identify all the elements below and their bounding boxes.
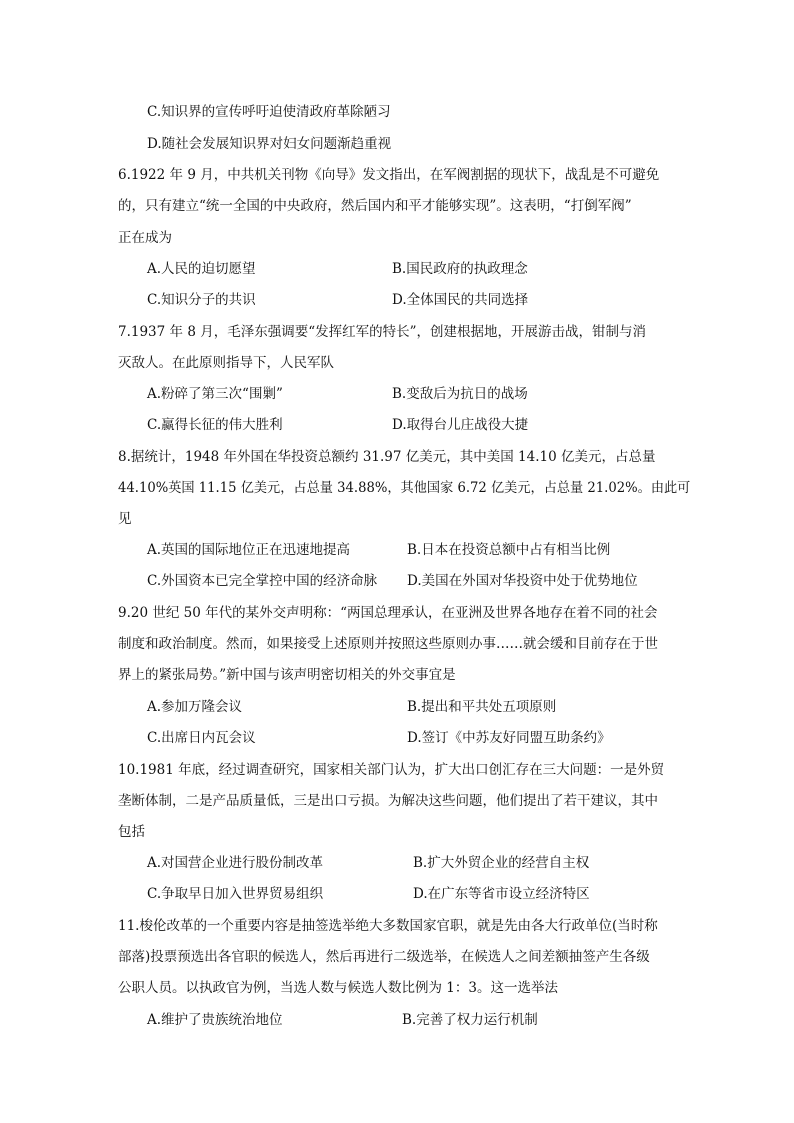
q9-option-d: D.签订《中苏友好同盟互助条约》 (407, 730, 611, 746)
q11-stem-line-1: 11.梭伦改革的一个重要内容是抽签选举绝大多数国家官职，就是先由各大行政单位(当时称 (118, 918, 658, 934)
q9-option-b: B.提出和平共处五项原则 (407, 699, 557, 715)
q9-stem-line-1: 9.20 世纪 50 年代的某外交声明称：“两国总理承认，在亚洲及世界各地存在着不同的社会 (118, 605, 658, 621)
q7-option-c: C.赢得长征的伟大胜利 (147, 417, 283, 433)
q6-stem-line-3: 正在成为 (118, 230, 172, 246)
q5-option-c: C.知识界的宣传呼吁迫使清政府革除陋习 (147, 104, 391, 120)
q7-stem-line-1: 7.1937 年 8 月，毛泽东强调要“发挥红军的特长”，创建根据地，开展游击战，钳制与消 (118, 324, 647, 340)
q9-stem-line-2: 制度和政治制度。然而，如果接受上述原则并按照这些原则办事……就会缓和目前存在于世 (118, 636, 658, 652)
q9-stem-line-3: 界上的紧张局势。”新中国与该声明密切相关的外交事宜是 (118, 667, 456, 683)
q5-option-d: D.随社会发展知识界对妇女问题渐趋重视 (147, 136, 392, 152)
q11-option-a: A.维护了贵族统治地位 (147, 1012, 283, 1028)
q8-stem-line-2: 44.10%英国 11.15 亿美元，占总量 34.88%，其他国家 6.72 亿美元，占总量 21.02%。由此可 (118, 480, 691, 496)
q11-option-b: B.完善了权力运行机制 (402, 1012, 538, 1028)
q8-option-d: D.美国在外国对华投资中处于优势地位 (407, 573, 638, 589)
q10-stem-line-3: 包括 (118, 824, 145, 840)
q10-option-d: D.在广东等省市设立经济特区 (413, 886, 590, 902)
q8-option-b: B.日本在投资总额中占有相当比例 (407, 542, 611, 558)
q6-option-a: A.人民的迫切愿望 (147, 261, 256, 277)
q10-stem-line-1: 10.1981 年底，经过调查研究，国家相关部门认为，扩大出口创汇存在三大问题：一是外贸 (118, 762, 665, 778)
q7-option-d: D.取得台儿庄战役大捷 (392, 417, 529, 433)
q10-stem-line-2: 垄断体制，二是产品质量低，三是出口亏损。为解决这些问题，他们提出了若干建议，其中 (118, 793, 658, 809)
q7-option-a: A.粉碎了第三次“围剿” (147, 386, 283, 402)
q10-option-a: A.对国营企业进行股份制改革 (147, 855, 324, 871)
q8-stem-line-3: 见 (118, 511, 132, 527)
q7-stem-line-2: 灭敌人。在此原则指导下，人民军队 (118, 355, 334, 371)
q9-option-a: A.参加万隆会议 (147, 699, 243, 715)
q8-option-c: C.外国资本已完全掌控中国的经济命脉 (147, 573, 378, 589)
q8-option-a: A.英国的国际地位正在迅速地提高 (147, 542, 351, 558)
q6-stem-line-2: 的，只有建立“统一全国的中央政府，然后国内和平才能够实现”。这表明，“打倒军阀” (118, 198, 632, 214)
q9-option-c: C.出席日内瓦会议 (147, 730, 256, 746)
q10-option-c: C.争取早日加入世界贸易组织 (147, 886, 324, 902)
q6-option-c: C.知识分子的共识 (147, 292, 256, 308)
q8-stem-line-1: 8.据统计，1948 年外国在华投资总额约 31.97 亿美元，其中美国 14.10 亿美元，占总量 (118, 449, 656, 465)
q7-option-b: B.变敌后为抗日的战场 (392, 386, 528, 402)
q11-stem-line-2: 部落)投票预选出各官职的候选人，然后再进行二级选举，在候选人之间差额抽签产生各级 (118, 949, 650, 965)
q6-option-d: D.全体国民的共同选择 (392, 292, 529, 308)
q6-option-b: B.国民政府的执政理念 (392, 261, 528, 277)
q11-stem-line-3: 公职人员。以执政官为例，当选人数与候选人数比例为 1：3。这一选举法 (118, 980, 558, 996)
q10-option-b: B.扩大外贸企业的经营自主权 (413, 855, 590, 871)
q6-stem-line-1: 6.1922 年 9 月，中共机关刊物《向导》发文指出，在军阀割据的现状下，战乱是不可避免 (118, 167, 660, 183)
